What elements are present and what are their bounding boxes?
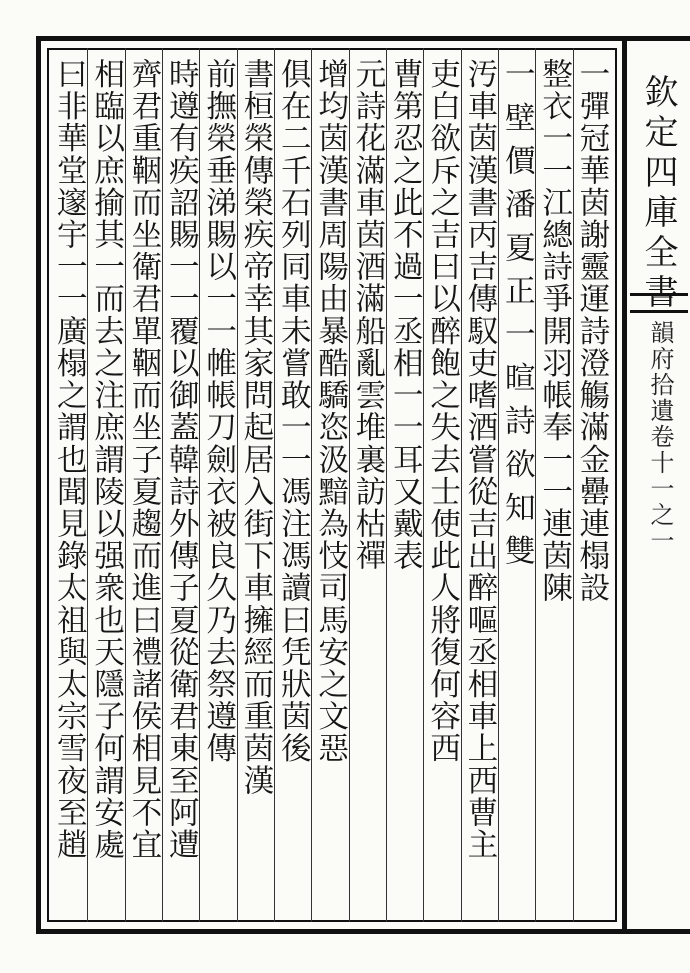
text-column: 曹第忍之此不過一丞相一一耳又戴表 xyxy=(387,58,423,572)
column-rule xyxy=(237,48,238,922)
text-column: 吏白欲斥之吉曰以醉飽之失去士使此人將復何容西 xyxy=(424,58,460,765)
column-rule xyxy=(498,48,499,922)
text-column: 曰非華堂邃宇一一廣榻之謂也聞見錄太祖與太宗雪夜至趙 xyxy=(51,58,87,861)
book-title: 欽定四庫全書 xyxy=(638,74,678,314)
column-rule xyxy=(535,48,536,922)
column-rule xyxy=(274,48,275,922)
column-rule xyxy=(125,48,126,922)
text-column: 前撫榮垂涕賜以一一帷帳刀劍衣被良久乃去祭遵傳 xyxy=(200,58,236,765)
text-column: 一彈冠華茵謝靈運詩澄觴滿金罍連榻設 xyxy=(573,58,609,604)
column-rule xyxy=(386,48,387,922)
column-rule xyxy=(423,48,424,922)
text-column: 汚車茵漢書丙吉傳馭吏嗜酒嘗從吉出醉嘔丞相車上西曹主 xyxy=(461,58,497,861)
volume-label: 韻府拾遺卷十一之一 xyxy=(646,320,674,554)
text-column: 齊君重鞇而坐衛君單鞇而坐子夏趨而進曰禮諸侯相見不宜 xyxy=(125,58,161,861)
text-column: 整衣一一江總詩爭開羽帳奉一一連茵陳 xyxy=(536,58,572,604)
column-rule xyxy=(573,48,574,922)
fishtail-mark xyxy=(630,293,688,313)
text-column: 一 壁 價 潘 夏 正 一 暄 詩 欲 知 雙 xyxy=(499,58,535,567)
text-column: 元詩花滿車茵酒滿船亂雲堆裏訪枯禪 xyxy=(349,58,385,572)
text-column: 相臨以庶揄其一而去之注庶謂陵以强衆也天隱子何謂安處 xyxy=(88,58,124,861)
column-rule xyxy=(199,48,200,922)
column-rule xyxy=(162,48,163,922)
column-rule xyxy=(87,48,88,922)
text-column: 增均茵漢書周陽由暴酷驕恣汲黯為忮司馬安之文惡 xyxy=(312,58,348,765)
text-column: 書桓榮傳榮疾帝幸其家問起居入街下車擁經而重茵漢 xyxy=(237,58,273,797)
column-rule xyxy=(461,48,462,922)
column-rule xyxy=(311,48,312,922)
text-column: 俱在二千石列同車未嘗敢一一馮注馮讀曰凭狀茵後 xyxy=(275,58,311,765)
text-column: 時遵有疾詔賜一一覆以御蓋韓詩外傳子夏從衛君東至阿遭 xyxy=(163,58,199,861)
column-rule xyxy=(349,48,350,922)
